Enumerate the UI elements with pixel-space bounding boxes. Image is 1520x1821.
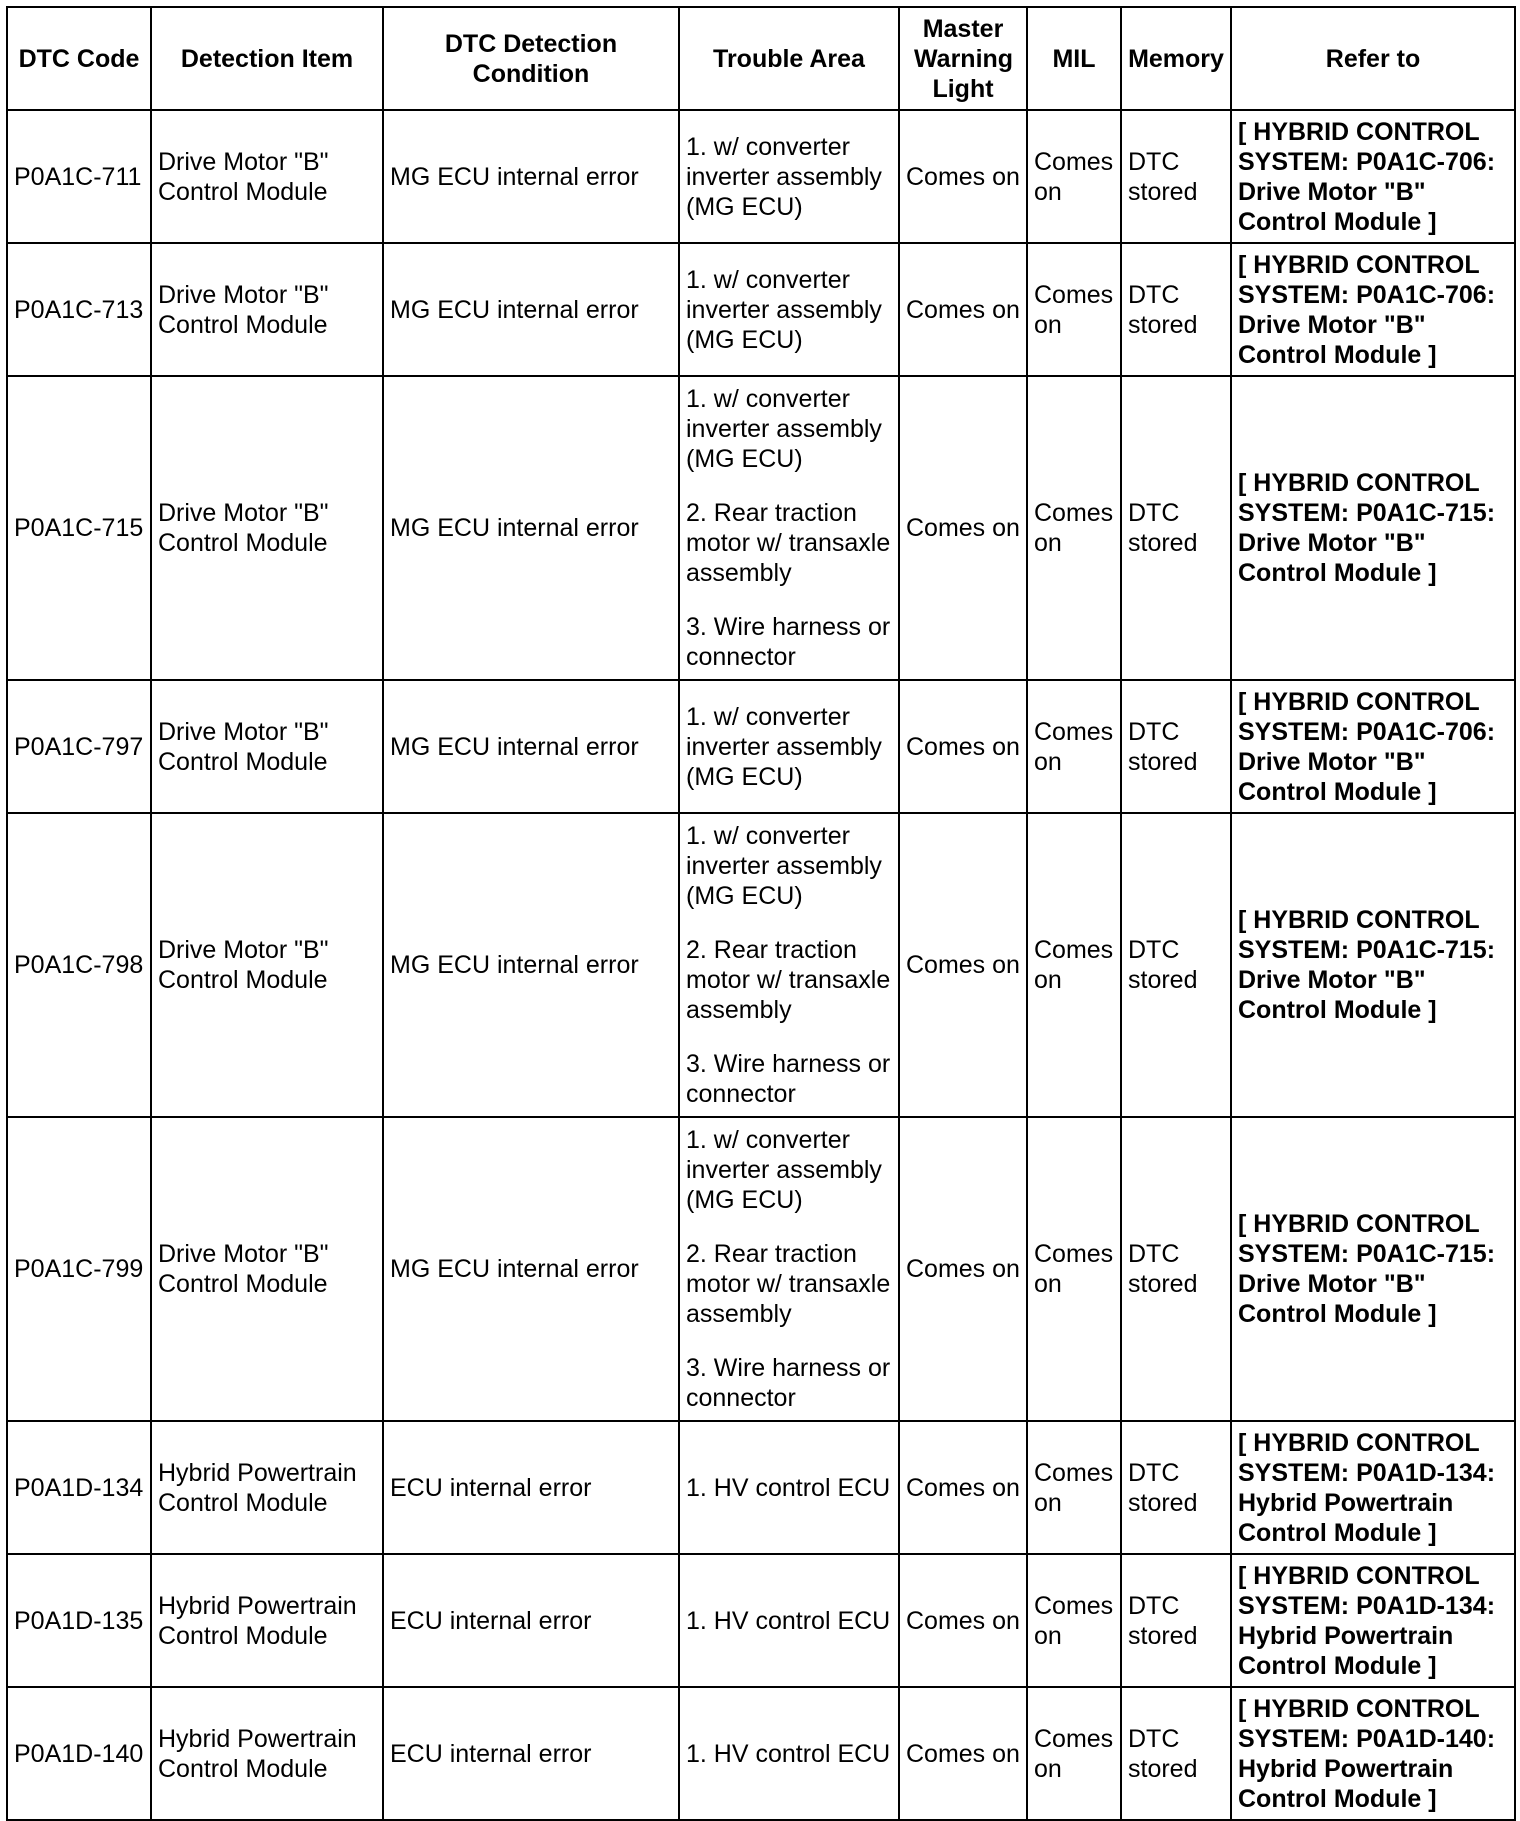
refer-to-cell: [ HYBRID CONTROL SYSTEM: P0A1C-706: Drive Motor "B" Control Module ] [1231, 110, 1515, 243]
trouble-area-item: 3. Wire harness or connector [686, 1050, 891, 1108]
mil-cell: Comes on [1027, 1117, 1121, 1421]
trouble-area-item: 1. w/ converter inverter assembly (MG ECU) [686, 702, 882, 791]
mil-cell: Comes on [1027, 243, 1121, 376]
trouble-area-cell [679, 1554, 899, 1687]
master-warning-light-cell: Comes on [899, 680, 1027, 813]
mil-cell: Comes on [1027, 813, 1121, 1117]
detection-item-cell: Hybrid Powertrain Control Module [151, 1687, 383, 1820]
refer-to-cell: [ HYBRID CONTROL SYSTEM: P0A1C-715: Drive Motor "B" Control Module ] [1231, 1117, 1515, 1421]
dtc-table [6, 6, 1516, 1821]
memory-cell: DTC stored [1121, 813, 1231, 1117]
trouble-area-item: 2. Rear traction motor w/ transaxle assembly [686, 499, 891, 587]
table-row [7, 1554, 1515, 1687]
detection-condition-cell: MG ECU internal error [383, 110, 679, 243]
detection-item-cell: Hybrid Powertrain Control Module [151, 1421, 383, 1554]
detection-condition-cell: MG ECU internal error [383, 243, 679, 376]
memory-cell: DTC stored [1121, 1687, 1231, 1820]
trouble-area-cell [679, 110, 899, 243]
trouble-area-item: 1. w/ converter inverter assembly (MG ECU) [686, 265, 882, 354]
header-row [7, 7, 1515, 110]
refer-to-cell: [ HYBRID CONTROL SYSTEM: P0A1C-715: Drive Motor "B" Control Module ] [1231, 376, 1515, 680]
mil-cell: Comes on [1027, 1421, 1121, 1554]
detection-item-cell: Hybrid Powertrain Control Module [151, 1554, 383, 1687]
table-row [7, 376, 1515, 680]
refer-to-cell: [ HYBRID CONTROL SYSTEM: P0A1C-706: Drive Motor "B" Control Module ] [1231, 243, 1515, 376]
header-mil: MIL [1027, 7, 1121, 110]
dtc-code-cell: P0A1C-797 [7, 680, 151, 813]
refer-to-cell: [ HYBRID CONTROL SYSTEM: P0A1C-715: Drive Motor "B" Control Module ] [1231, 813, 1515, 1117]
trouble-area-cell [679, 1117, 899, 1421]
trouble-area-item: 1. w/ converter inverter assembly (MG ECU) [686, 132, 882, 221]
mil-cell: Comes on [1027, 376, 1121, 680]
table-row [7, 110, 1515, 243]
detection-item-cell: Drive Motor "B" Control Module [151, 813, 383, 1117]
detection-item-cell: Drive Motor "B" Control Module [151, 680, 383, 813]
trouble-area-item: 1. HV control ECU [686, 1739, 891, 1768]
header-refer-to: Refer to [1231, 7, 1515, 110]
table-row [7, 1421, 1515, 1554]
trouble-area-cell [679, 1421, 899, 1554]
detection-condition-cell: MG ECU internal error [383, 1117, 679, 1421]
dtc-code-cell: P0A1D-140 [7, 1687, 151, 1820]
detection-condition-cell: ECU internal error [383, 1687, 679, 1820]
header-master-warning-light: Master Warning Light [899, 7, 1027, 110]
header-memory: Memory [1121, 7, 1231, 110]
trouble-area-cell [679, 813, 899, 1117]
memory-cell: DTC stored [1121, 680, 1231, 813]
table-row [7, 243, 1515, 376]
mil-cell: Comes on [1027, 1554, 1121, 1687]
table-row [7, 1117, 1515, 1421]
header-detection-item: Detection Item [151, 7, 383, 110]
trouble-area-item: 1. w/ converter inverter assembly (MG ECU) [686, 822, 882, 910]
memory-cell: DTC stored [1121, 243, 1231, 376]
memory-cell: DTC stored [1121, 1421, 1231, 1554]
mil-cell: Comes on [1027, 110, 1121, 243]
trouble-area-item: 3. Wire harness or connector [686, 1354, 891, 1412]
detection-condition-cell: ECU internal error [383, 1554, 679, 1687]
master-warning-light-cell: Comes on [899, 1687, 1027, 1820]
trouble-area-cell [679, 680, 899, 813]
master-warning-light-cell: Comes on [899, 813, 1027, 1117]
trouble-area-item: 1. w/ converter inverter assembly (MG ECU) [686, 385, 882, 473]
table-row [7, 680, 1515, 813]
master-warning-light-cell: Comes on [899, 110, 1027, 243]
mil-cell: Comes on [1027, 680, 1121, 813]
master-warning-light-cell: Comes on [899, 1554, 1027, 1687]
memory-cell: DTC stored [1121, 1117, 1231, 1421]
trouble-area-item: 1. HV control ECU [686, 1473, 891, 1502]
detection-item-cell: Drive Motor "B" Control Module [151, 376, 383, 680]
dtc-code-cell: P0A1C-798 [7, 813, 151, 1117]
master-warning-light-cell: Comes on [899, 243, 1027, 376]
dtc-code-cell: P0A1C-799 [7, 1117, 151, 1421]
trouble-area-item: 3. Wire harness or connector [686, 613, 891, 671]
detection-item-cell: Drive Motor "B" Control Module [151, 1117, 383, 1421]
header-trouble-area: Trouble Area [679, 7, 899, 110]
refer-to-cell: [ HYBRID CONTROL SYSTEM: P0A1D-134: Hybrid Powertrain Control Module ] [1231, 1554, 1515, 1687]
master-warning-light-cell: Comes on [899, 376, 1027, 680]
memory-cell: DTC stored [1121, 376, 1231, 680]
refer-to-cell: [ HYBRID CONTROL SYSTEM: P0A1D-140: Hybrid Powertrain Control Module ] [1231, 1687, 1515, 1820]
detection-condition-cell: MG ECU internal error [383, 680, 679, 813]
detection-item-cell: Drive Motor "B" Control Module [151, 243, 383, 376]
header-dtc-code: DTC Code [7, 7, 151, 110]
trouble-area-cell [679, 243, 899, 376]
table-row [7, 1687, 1515, 1820]
dtc-code-cell: P0A1C-713 [7, 243, 151, 376]
trouble-area-item: 2. Rear traction motor w/ transaxle assembly [686, 1240, 891, 1328]
detection-condition-cell: ECU internal error [383, 1421, 679, 1554]
detection-condition-cell: MG ECU internal error [383, 376, 679, 680]
trouble-area-cell [679, 376, 899, 680]
refer-to-cell: [ HYBRID CONTROL SYSTEM: P0A1C-706: Drive Motor "B" Control Module ] [1231, 680, 1515, 813]
trouble-area-item: 1. w/ converter inverter assembly (MG ECU) [686, 1126, 882, 1214]
trouble-area-item: 2. Rear traction motor w/ transaxle assembly [686, 936, 891, 1024]
dtc-code-cell: P0A1C-711 [7, 110, 151, 243]
header-detection-condition: DTC Detection Condition [383, 7, 679, 110]
refer-to-cell: [ HYBRID CONTROL SYSTEM: P0A1D-134: Hybrid Powertrain Control Module ] [1231, 1421, 1515, 1554]
trouble-area-item: 1. HV control ECU [686, 1606, 891, 1635]
master-warning-light-cell: Comes on [899, 1421, 1027, 1554]
table-row [7, 813, 1515, 1117]
dtc-code-cell: P0A1D-134 [7, 1421, 151, 1554]
detection-item-cell: Drive Motor "B" Control Module [151, 110, 383, 243]
master-warning-light-cell: Comes on [899, 1117, 1027, 1421]
memory-cell: DTC stored [1121, 1554, 1231, 1687]
mil-cell: Comes on [1027, 1687, 1121, 1820]
dtc-code-cell: P0A1C-715 [7, 376, 151, 680]
memory-cell: DTC stored [1121, 110, 1231, 243]
table-body [7, 110, 1515, 1820]
dtc-code-cell: P0A1D-135 [7, 1554, 151, 1687]
detection-condition-cell: MG ECU internal error [383, 813, 679, 1117]
trouble-area-cell [679, 1687, 899, 1820]
